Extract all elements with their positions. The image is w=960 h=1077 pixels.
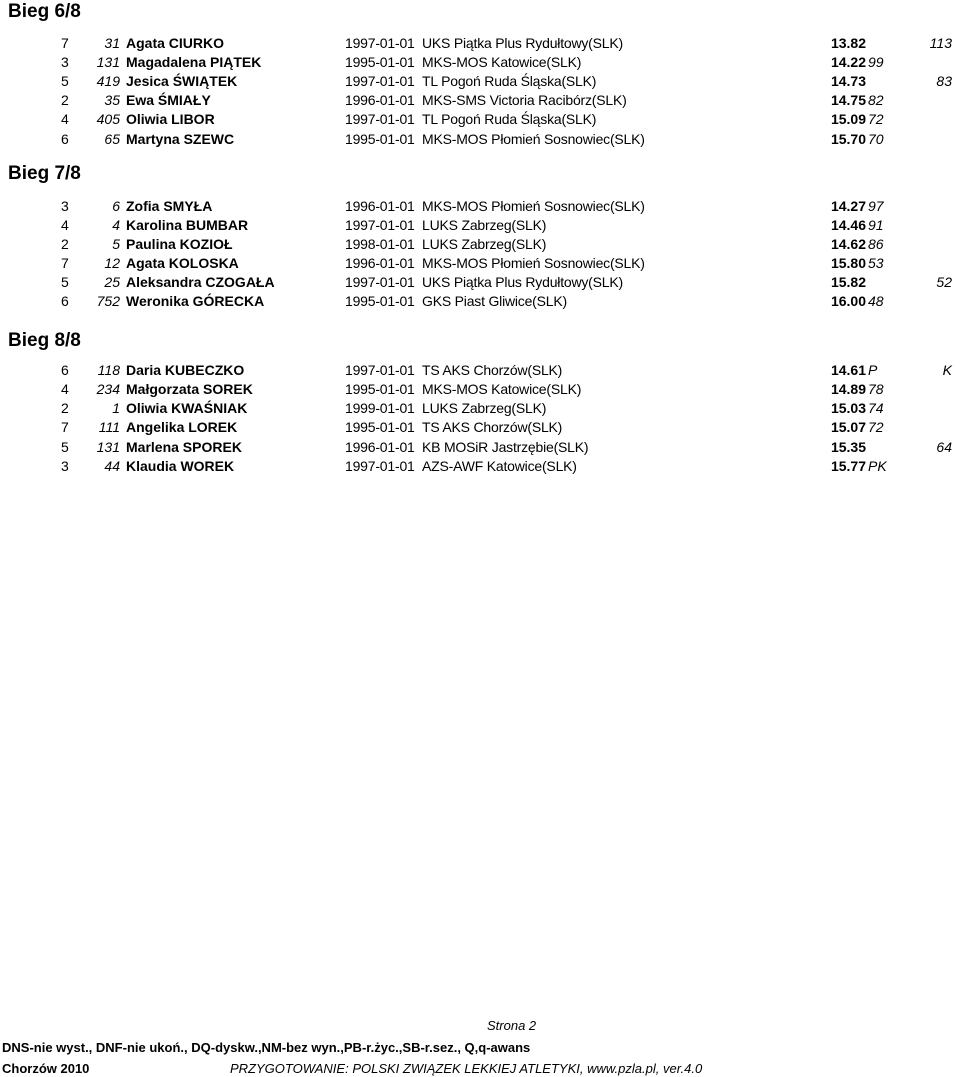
result-time: 15.70 — [830, 131, 866, 147]
club: UKS Piątka Plus Rydułtowy(SLK) — [422, 35, 623, 51]
birth-date: 1998-01-01 — [345, 236, 415, 252]
club: AZS-AWF Katowice(SLK) — [422, 458, 577, 474]
result-time: 15.09 — [830, 111, 866, 127]
bib-number: 35 — [104, 92, 120, 108]
result-row — [0, 52, 960, 72]
club: KB MOSiR Jastrzębie(SLK) — [422, 439, 589, 455]
birth-date: 1997-01-01 — [345, 217, 415, 233]
points: 78 — [868, 381, 884, 397]
club: UKS Piątka Plus Rydułtowy(SLK) — [422, 274, 623, 290]
result-time: 14.27 — [830, 198, 866, 214]
athlete-name: Karolina BUMBAR — [126, 217, 249, 233]
athlete-name: Agata CIURKO — [126, 35, 225, 51]
bib-number: 65 — [104, 131, 120, 147]
athlete-name: Aleksandra CZOGAŁA — [126, 274, 275, 290]
bib-number: 405 — [96, 111, 120, 127]
athlete-name: Angelika LOREK — [126, 419, 238, 435]
points: 91 — [868, 217, 884, 233]
club: MKS-MOS Płomień Sosnowiec(SLK) — [422, 255, 645, 271]
bib-number: 12 — [104, 255, 120, 271]
bib-number: 1 — [112, 400, 120, 416]
birth-date: 1997-01-01 — [345, 274, 415, 290]
rank: 113 — [929, 35, 952, 51]
prepared-by: PRZYGOTOWANIE: POLSKI ZWIĄZEK LEKKIEJ ATLETYKI, www.pzla.pl, ver.4.0 — [230, 1061, 703, 1076]
club: TL Pogoń Ruda Śląska(SLK) — [422, 111, 597, 127]
result-row — [0, 360, 960, 380]
points: 97 — [868, 198, 884, 214]
points: 53 — [868, 255, 884, 271]
birth-date: 1997-01-01 — [345, 111, 415, 127]
result-row — [0, 196, 960, 216]
bib-number: 25 — [104, 274, 120, 290]
athlete-name: Daria KUBECZKO — [126, 362, 245, 378]
birth-date: 1997-01-01 — [345, 73, 415, 89]
result-time: 15.03 — [830, 400, 866, 416]
result-row — [0, 398, 960, 418]
athlete-name: Klaudia WOREK — [126, 458, 235, 474]
club: TL Pogoń Ruda Śląska(SLK) — [422, 73, 597, 89]
lane: 2 — [61, 236, 69, 252]
result-row — [0, 379, 960, 399]
lane: 7 — [61, 419, 69, 435]
birth-date: 1995-01-01 — [345, 293, 415, 309]
result-time: 14.22 — [830, 54, 866, 70]
club: TS AKS Chorzów(SLK) — [422, 362, 563, 378]
birth-date: 1995-01-01 — [345, 381, 415, 397]
birth-date: 1995-01-01 — [345, 419, 415, 435]
bib-number: 131 — [96, 54, 120, 70]
points: 74 — [868, 400, 884, 416]
event-location: Chorzów 2010 — [2, 1061, 90, 1076]
athlete-name: Agata KOLOSKA — [126, 255, 239, 271]
result-time: 14.61 — [830, 362, 866, 378]
points: 99 — [868, 54, 884, 70]
page-number: Strona 2 — [487, 1018, 537, 1033]
result-row — [0, 71, 960, 91]
heat-title: Bieg 6/8 — [8, 1, 81, 22]
result-time: 15.77 — [830, 458, 866, 474]
lane: 7 — [61, 35, 69, 51]
result-time: 14.73 — [830, 73, 866, 89]
result-row — [0, 215, 960, 235]
result-row — [0, 109, 960, 129]
result-row — [0, 253, 960, 273]
lane: 4 — [61, 111, 69, 127]
bib-number: 31 — [104, 35, 120, 51]
points: 70 — [868, 131, 884, 147]
athlete-name: Martyna SZEWC — [126, 131, 235, 147]
birth-date: 1995-01-01 — [345, 131, 415, 147]
bib-number: 752 — [96, 293, 120, 309]
lane: 6 — [61, 293, 69, 309]
athlete-name: Małgorzata SOREK — [126, 381, 253, 397]
bib-number: 6 — [112, 198, 120, 214]
result-row — [0, 234, 960, 254]
athlete-name: Marlena SPOREK — [126, 439, 242, 455]
athlete-name: Oliwia LIBOR — [126, 111, 215, 127]
bib-number: 5 — [112, 236, 120, 252]
points: 72 — [868, 419, 884, 435]
lane: 3 — [61, 54, 69, 70]
result-row — [0, 33, 960, 53]
birth-date: 1997-01-01 — [345, 458, 415, 474]
result-time: 15.80 — [830, 255, 866, 271]
result-time: 16.00 — [830, 293, 866, 309]
birth-date: 1996-01-01 — [345, 439, 415, 455]
points: 82 — [868, 92, 884, 108]
result-time: 15.82 — [830, 274, 866, 290]
athlete-name: Oliwia KWAŚNIAK — [126, 400, 248, 416]
heat-title: Bieg 8/8 — [8, 330, 81, 351]
birth-date: 1996-01-01 — [345, 198, 415, 214]
result-row — [0, 90, 960, 110]
birth-date: 1995-01-01 — [345, 54, 415, 70]
result-row — [0, 417, 960, 437]
lane: 3 — [61, 458, 69, 474]
lane: 2 — [61, 400, 69, 416]
athlete-name: Magadalena PIĄTEK — [126, 54, 262, 70]
club: MKS-MOS Płomień Sosnowiec(SLK) — [422, 198, 645, 214]
lane: 2 — [61, 92, 69, 108]
lane: 5 — [61, 73, 69, 89]
athlete-name: Jesica ŚWIĄTEK — [126, 73, 238, 89]
lane: 4 — [61, 381, 69, 397]
points: 86 — [868, 236, 884, 252]
rank: 52 — [936, 274, 952, 290]
result-row — [0, 456, 960, 476]
lane: 4 — [61, 217, 69, 233]
result-time: 13.82 — [830, 35, 866, 51]
birth-date: 1996-01-01 — [345, 255, 415, 271]
birth-date: 1997-01-01 — [345, 35, 415, 51]
club: GKS Piast Gliwice(SLK) — [422, 293, 567, 309]
bib-number: 111 — [98, 419, 120, 435]
athlete-name: Paulina KOZIOŁ — [126, 236, 233, 252]
lane: 6 — [61, 131, 69, 147]
birth-date: 1996-01-01 — [345, 92, 415, 108]
athlete-name: Weronika GÓRECKA — [126, 293, 265, 309]
bib-number: 118 — [97, 362, 120, 378]
birth-date: 1999-01-01 — [345, 400, 415, 416]
bib-number: 4 — [112, 217, 120, 233]
birth-date: 1997-01-01 — [345, 362, 415, 378]
abbreviation-legend: DNS-nie wyst., DNF-nie ukoń., DQ-dyskw.,NM-bez wyn.,PB-r.życ.,SB-r.sez., Q,q-awans — [2, 1040, 531, 1055]
bib-number: 234 — [96, 381, 120, 397]
rank: 83 — [936, 73, 952, 89]
club: LUKS Zabrzeg(SLK) — [422, 217, 547, 233]
lane: 5 — [61, 439, 69, 455]
points: P — [868, 362, 878, 378]
rank: 64 — [936, 439, 952, 455]
bib-number: 131 — [96, 439, 120, 455]
club: LUKS Zabrzeg(SLK) — [422, 236, 547, 252]
bib-number: 419 — [96, 73, 120, 89]
result-time: 14.46 — [830, 217, 866, 233]
lane: 7 — [61, 255, 69, 271]
rank: K — [942, 362, 952, 378]
result-time: 14.75 — [830, 92, 866, 108]
result-time: 14.62 — [830, 236, 866, 252]
result-time: 15.07 — [830, 419, 866, 435]
result-time: 15.35 — [830, 439, 866, 455]
lane: 5 — [61, 274, 69, 290]
result-row — [0, 437, 960, 457]
club: MKS-MOS Katowice(SLK) — [422, 54, 582, 70]
points: 48 — [868, 293, 884, 309]
club: LUKS Zabrzeg(SLK) — [422, 400, 547, 416]
heat-title: Bieg 7/8 — [8, 163, 81, 184]
club: TS AKS Chorzów(SLK) — [422, 419, 563, 435]
club: MKS-MOS Katowice(SLK) — [422, 381, 582, 397]
athlete-name: Ewa ŚMIAŁY — [126, 92, 211, 108]
bib-number: 44 — [104, 458, 120, 474]
lane: 6 — [61, 362, 69, 378]
result-row — [0, 291, 960, 311]
points: PK — [868, 458, 887, 474]
points: 72 — [868, 111, 884, 127]
lane: 3 — [61, 198, 69, 214]
athlete-name: Zofia SMYŁA — [126, 198, 213, 214]
club: MKS-MOS Płomień Sosnowiec(SLK) — [422, 131, 645, 147]
club: MKS-SMS Victoria Racibórz(SLK) — [422, 92, 627, 108]
result-row — [0, 272, 960, 292]
result-row — [0, 129, 960, 149]
result-time: 14.89 — [830, 381, 866, 397]
